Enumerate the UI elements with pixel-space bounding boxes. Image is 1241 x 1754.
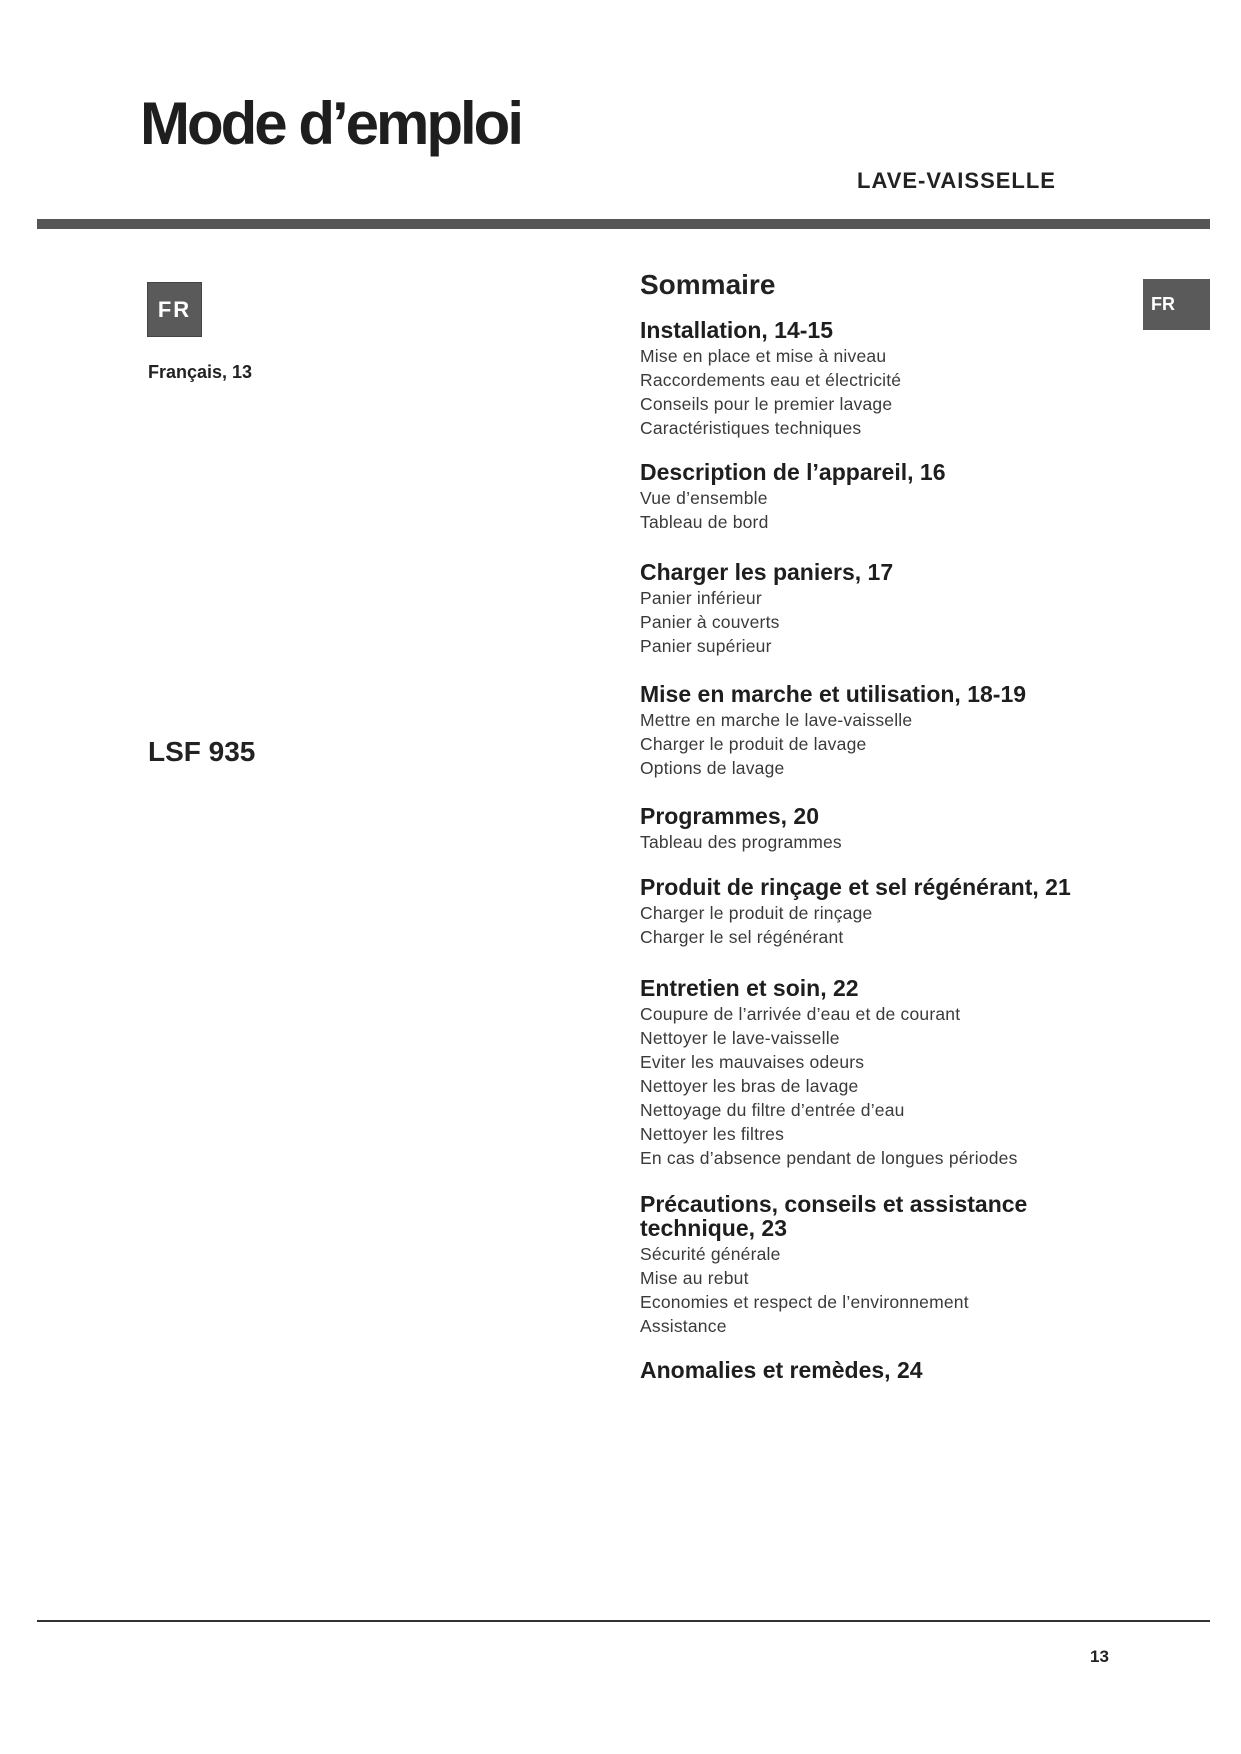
toc-item: Economies et respect de l’environnement	[640, 1292, 969, 1312]
header-divider	[37, 219, 1210, 229]
toc-item: Panier supérieur	[640, 636, 772, 656]
toc-item: Charger le sel régénérant	[640, 927, 844, 947]
toc-item: Vue d’ensemble	[640, 488, 768, 508]
toc-item: Raccordements eau et électricité	[640, 370, 902, 390]
toc-section-installation	[640, 318, 1100, 440]
toc-section-heading: Description de l’appareil, 16	[640, 459, 946, 485]
toc-section-rincage	[640, 875, 1100, 949]
toc-section-anomalies	[640, 1358, 1100, 1382]
toc-item: Coupure de l’arrivée d’eau et de courant	[640, 1004, 961, 1024]
toc-section-heading: Installation, 14-15	[640, 317, 834, 343]
toc-section-heading: Mise en marche et utilisation, 18-19	[640, 681, 1027, 707]
toc-item: Eviter les mauvaises odeurs	[640, 1052, 865, 1072]
toc-item: Nettoyer le lave-vaisselle	[640, 1028, 840, 1048]
toc-item: Mise au rebut	[640, 1268, 749, 1288]
toc-item: En cas d’absence pendant de longues périodes	[640, 1148, 1018, 1168]
toc-item: Nettoyage du filtre d’entrée d’eau	[640, 1100, 905, 1120]
toc-item: Panier inférieur	[640, 588, 762, 608]
toc-section-entretien	[640, 976, 1100, 1170]
toc-section-heading: Précautions, conseils et assistance technique, 23	[640, 1191, 1028, 1241]
toc-section-heading: Anomalies et remèdes, 24	[640, 1357, 923, 1383]
toc-item: Caractéristiques techniques	[640, 418, 862, 438]
toc-section-heading: Produit de rinçage et sel régénérant, 21	[640, 874, 1071, 900]
toc-item: Nettoyer les filtres	[640, 1124, 785, 1144]
toc-section-precautions	[640, 1192, 1080, 1338]
toc-item: Mettre en marche le lave-vaisselle	[640, 710, 913, 730]
toc-section-mise-en-marche	[640, 682, 1100, 780]
toc-section-heading: Programmes, 20	[640, 803, 819, 829]
toc-section-paniers	[640, 560, 1100, 658]
toc-item: Nettoyer les bras de lavage	[640, 1076, 859, 1096]
footer-divider	[37, 1620, 1210, 1622]
toc-item: Tableau de bord	[640, 512, 769, 532]
toc-item: Sécurité générale	[640, 1244, 781, 1264]
language-side-tab: FR	[1143, 279, 1210, 330]
page-number: 13	[1090, 1647, 1109, 1666]
toc-section-programmes	[640, 804, 1100, 854]
toc-item: Charger le produit de lavage	[640, 734, 867, 754]
document-subtitle: LAVE-VAISSELLE	[857, 168, 1056, 193]
toc-item: Charger le produit de rinçage	[640, 903, 873, 923]
model-number: LSF 935	[148, 736, 256, 767]
toc-item: Mise en place et mise à niveau	[640, 346, 887, 366]
toc-section-description	[640, 460, 1100, 534]
document-title: Mode d’emploi	[140, 90, 521, 157]
toc-item: Assistance	[640, 1316, 727, 1336]
toc-item: Panier à couverts	[640, 612, 780, 632]
toc-title: Sommaire	[640, 269, 776, 300]
toc-section-heading: Charger les paniers, 17	[640, 559, 894, 585]
toc-item: Tableau des programmes	[640, 832, 842, 852]
toc-item: Options de lavage	[640, 758, 785, 778]
toc-item: Conseils pour le premier lavage	[640, 394, 893, 414]
language-page-ref: Français, 13	[148, 362, 253, 382]
language-badge: FR	[147, 282, 202, 337]
toc-section-heading: Entretien et soin, 22	[640, 975, 859, 1001]
